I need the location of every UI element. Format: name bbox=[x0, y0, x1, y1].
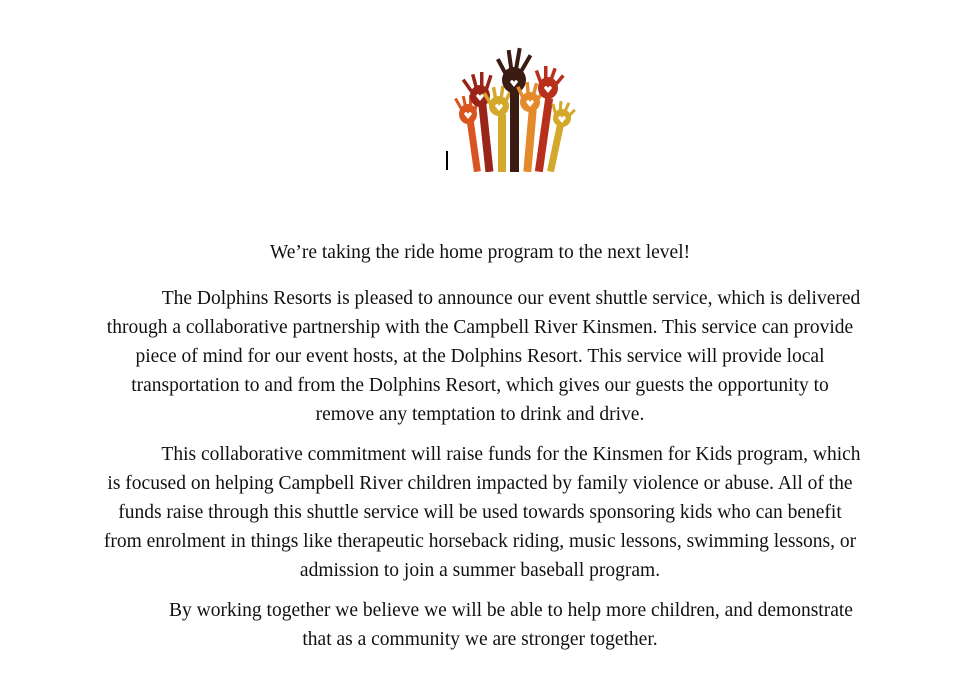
paragraph-line: transportation to and from the Dolphins Resort, which gives our guests the opportunity to bbox=[131, 375, 829, 396]
paragraph-line: funds raise through this shuttle service will be used towards sponsoring kids who can benefit bbox=[118, 502, 842, 523]
document-body bbox=[40, 238, 920, 665]
paragraph-line: The Dolphins Resorts is pleased to announce our event shuttle service, which is delivered bbox=[161, 288, 861, 309]
hand-orange-left bbox=[454, 95, 481, 172]
paragraph-shuttle-service bbox=[40, 284, 920, 429]
paragraph-line: piece of mind for our event hosts, at the Dolphins Resort. This service will provide local bbox=[135, 346, 825, 367]
text-cursor bbox=[446, 151, 448, 170]
paragraph-line: that as a community we are stronger together. bbox=[302, 629, 658, 650]
paragraph-kinsmen-for-kids bbox=[40, 440, 920, 585]
paragraph-line: through a collaborative partnership with the Campbell River Kinsmen. This service can provide bbox=[106, 317, 854, 338]
paragraph-line: remove any temptation to drink and drive. bbox=[315, 404, 645, 425]
paragraph-line: from enrolment in things like therapeutic horseback riding, music lessons, swimming lessons, or bbox=[103, 531, 857, 552]
hand-gold-right bbox=[547, 101, 576, 172]
paragraph-line: admission to join a summer baseball program. bbox=[299, 560, 661, 581]
raised-hands-hearts-icon bbox=[448, 44, 578, 172]
paragraph-line: This collaborative commitment will raise funds for the Kinsmen for Kids program, which bbox=[161, 444, 861, 465]
paragraph-closing bbox=[40, 596, 920, 654]
headline: We’re taking the ride home program to the next level! bbox=[269, 242, 691, 263]
paragraph-line: is focused on helping Campbell River children impacted by family violence or abuse. All of the bbox=[107, 473, 853, 494]
paragraph-line: By working together we believe we will be able to help more children, and demonstrate bbox=[169, 600, 853, 621]
